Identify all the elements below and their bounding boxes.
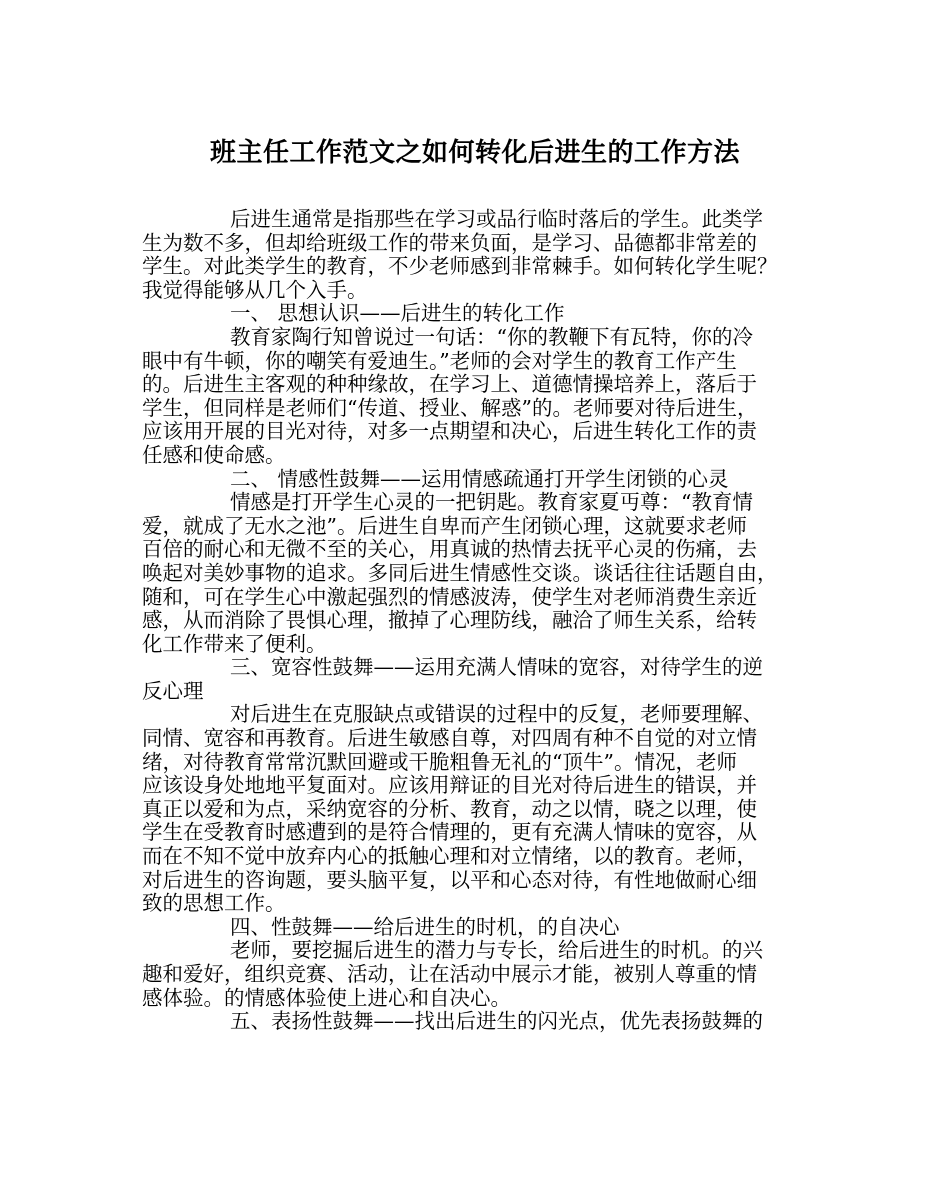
paragraph-line: 真正以爱和为点，采纳宽容的分析、教育，动之以情，晓之以理，使 [142, 796, 757, 821]
section-heading: 二、 情感性鼓舞——运用情感疏通打开学生闭锁的心灵 [230, 466, 729, 491]
paragraph-line: 而在不知不觉中放弃内心的抵触心理和对立情绪，以的教育。老师， [142, 844, 757, 869]
paragraph-line: 感，从而消除了畏惧心理，撤掉了心理防线，融洽了师生关系，给转 [142, 608, 757, 633]
document-title: 班主任工作范文之如何转化后进生的工作方法 [209, 138, 740, 168]
paragraph-line: 后进生通常是指那些在学习或品行临时落后的学生。此类学 [230, 207, 763, 231]
paragraph-line: 感体验。的情感体验使上进心和自决心。 [142, 985, 511, 1010]
paragraph-line: 同情、宽容和再教育。后进生敏感自尊，对四周有种不自觉的对立情 [142, 726, 757, 751]
paragraph-line: 唤起对美妙事物的追求。多同后进生情感性交谈。谈话往往话题自由， [142, 560, 778, 585]
paragraph-line: 任感和使命感。 [142, 442, 286, 467]
paragraph-line: 眼中有牛顿，你的嘲笑有爱迪生。”老师的会对学生的教育工作产生 [142, 348, 737, 373]
paragraph-line: 化工作带来了便利。 [142, 631, 327, 656]
paragraph-line: 爱，就成了无水之池”。后进生自卑而产生闭锁心理，这就要求老师 [142, 513, 747, 538]
paragraph-line: 绪，对待教育常常沉默回避或干脆粗鲁无礼的“顶牛”。情况，老师 [142, 749, 737, 774]
section-heading: 反心理 [142, 678, 204, 703]
section-heading: 三、宽容性鼓舞——运用充满人情味的宽容，对待学生的逆 [230, 655, 763, 680]
paragraph-line: 的。后进生主客观的种种缘故，在学习上、道德情操培养上，落后于 [142, 372, 757, 397]
section-heading: 四、性鼓舞——给后进生的时机，的自决心 [230, 914, 620, 939]
section-heading: 一、 思想认识——后进生的转化工作 [230, 301, 565, 326]
paragraph-line: 致的思想工作。 [142, 891, 286, 916]
document-body [142, 208, 814, 1034]
paragraph-line: 生为数不多，但却给班级工作的带来负面，是学习、品德都非常差的 [142, 230, 757, 255]
paragraph-line: 对后进生的咨询题，要头脑平复，以平和心态对待，有性地做耐心细 [142, 867, 757, 892]
paragraph-line: 随和，可在学生心中激起强烈的情感波涛，使学生对老师消费生亲近 [142, 584, 757, 609]
paragraph-line: 应该用开展的目光对待，对多一点期望和决心，后进生转化工作的责 [142, 419, 757, 444]
paragraph-line: 老师，要挖掘后进生的潜力与专长，给后进生的时机。的兴 [230, 938, 763, 963]
paragraph-line: 学生。对此类学生的教育，不少老师感到非常棘手。如何转化学生呢？ [142, 254, 778, 279]
paragraph-line: 教育家陶行知曾说过一句话：“你的教鞭下有瓦特，你的冷 [230, 324, 753, 349]
paragraph-line: 趣和爱好，组织竞赛、活动，让在活动中展示才能，被别人尊重的情 [142, 962, 757, 986]
paragraph-line: 学生，但同样是老师们“传道、授业、解惑”的。老师要对待后进生， [142, 395, 758, 420]
paragraph-line: 百倍的耐心和无微不至的关心，用真诚的热情去抚平心灵的伤痛，去 [142, 537, 757, 562]
paragraph-line: 对后进生在克服缺点或错误的过程中的反复，老师要理解、 [230, 702, 763, 727]
paragraph-line: 我觉得能够从几个入手。 [142, 277, 368, 302]
paragraph-line: 应该设身处地地平复面对。应该用辩证的目光对待后进生的错误，并 [142, 773, 757, 798]
section-heading: 五、表扬性鼓舞——找出后进生的闪光点，优先表扬鼓舞的 [230, 1009, 763, 1034]
paragraph-line: 学生在受教育时感遭到的是符合情理的，更有充满人情味的宽容，从 [142, 820, 757, 845]
paragraph-line: 情感是打开学生心灵的一把钥匙。教育家夏丏尊：“教育情 [230, 490, 753, 515]
